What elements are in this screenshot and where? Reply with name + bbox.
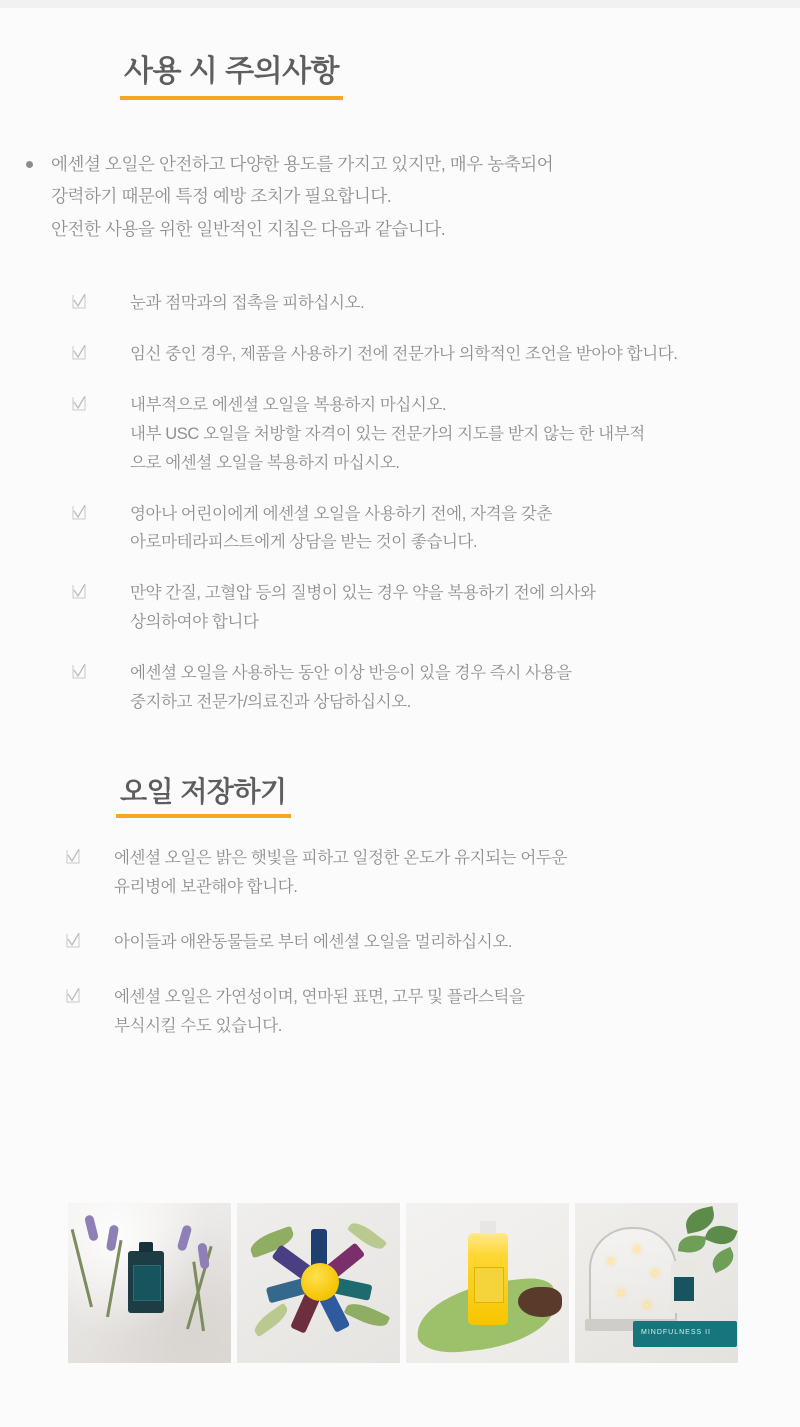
fairy-light <box>619 1291 623 1295</box>
list-item-line: 눈과 점막과의 접촉을 피하십시오. <box>130 294 365 313</box>
book-title-text: MINDFULNESS II <box>641 1329 712 1336</box>
check-mark-icon <box>66 988 80 1004</box>
list-item-text <box>130 289 364 318</box>
glass-cloche <box>589 1227 677 1327</box>
list-item-line: 아이들과 애완동물들로 부터 에센셜 오일을 멀리하십시오. <box>114 933 513 952</box>
fairy-light <box>635 1247 639 1251</box>
cautions-intro <box>0 148 800 245</box>
list-item <box>72 579 800 637</box>
list-item-line: 상의하여야 합니다 <box>130 613 259 632</box>
photo-yellow-bottle-on-leaf <box>406 1203 569 1363</box>
cautions-intro-line: 강력하기 때문에 특정 예방 조치가 필요합니다. <box>51 186 392 207</box>
list-item-line: 으로 에센셜 오일을 복용하지 마십시오. <box>130 453 400 472</box>
check-mark-icon <box>72 584 86 600</box>
lemon-slice <box>301 1263 339 1301</box>
cautions-check-list <box>0 289 800 717</box>
cautions-intro-text <box>51 148 553 245</box>
list-item-line: 중지하고 전문가/의료진과 상담하십시오. <box>130 692 411 711</box>
list-item-line: 에센셜 오일은 가연성이며, 연마된 표면, 고무 및 플라스틱을 <box>114 987 525 1006</box>
fairy-light <box>653 1271 657 1275</box>
check-mark-icon <box>66 849 80 865</box>
list-item-text <box>114 844 567 902</box>
white-oil-bottle <box>671 1261 697 1313</box>
list-item-text <box>130 579 596 637</box>
leaf-shape <box>344 1298 391 1331</box>
teal-book <box>633 1321 737 1347</box>
list-item-line: 내부적으로 에센셜 오일을 복용하지 마십시오. <box>130 395 447 414</box>
bullet-dot-icon <box>26 161 33 168</box>
list-item-line: 만약 간질, 고혈압 등의 질병이 있는 경우 약을 복용하기 전에 의사와 <box>130 584 596 603</box>
cautions-section-title: 사용 시 주의사항 <box>120 54 343 100</box>
list-item-line: 영아나 어린이에게 에센셜 오일을 사용하기 전에, 자격을 갖춘 <box>130 504 552 523</box>
list-item-text <box>130 659 572 717</box>
check-mark-icon <box>72 664 86 680</box>
list-item-line: 임신 중인 경우, 제품을 사용하기 전에 전문가나 의학적인 조언을 받아야 합니다. <box>130 345 678 363</box>
cautions-title-wrap <box>0 8 800 100</box>
list-item <box>66 983 800 1041</box>
list-item <box>72 289 800 318</box>
list-item-line: 에센셜 오일을 사용하는 동안 이상 반응이 있을 경우 즉시 사용을 <box>130 664 572 682</box>
list-item <box>72 391 800 478</box>
list-item-line: 아로마테라피스트에게 상담을 받는 것이 좋습니다. <box>130 533 478 552</box>
list-item-line: 부식시킬 수도 있습니다. <box>114 1016 282 1035</box>
check-mark-icon <box>72 345 86 361</box>
photo-lavender-bottle <box>68 1203 231 1363</box>
list-item-text <box>130 500 552 558</box>
yellow-oil-bottle <box>468 1233 508 1325</box>
cautions-intro-line: 에센셜 오일은 안전하고 다양한 용도를 가지고 있지만, 매우 농축되어 <box>51 154 554 174</box>
storage-section-title: 오일 저장하기 <box>116 775 291 819</box>
check-mark-icon <box>66 933 80 949</box>
dark-oil-bottle <box>128 1251 164 1313</box>
product-photo-strip <box>68 1203 733 1363</box>
list-item <box>72 659 800 717</box>
photo-bottles-around-lemon <box>237 1203 400 1363</box>
plant-leaf <box>678 1233 706 1254</box>
list-item <box>72 340 800 369</box>
fairy-light <box>609 1259 613 1263</box>
fairy-light <box>645 1303 649 1307</box>
list-item <box>66 844 800 902</box>
list-item-line: 내부 USC 오일을 처방할 자격이 있는 전문가의 지도를 받지 않는 한 내부적 <box>130 424 645 443</box>
dried-fruit <box>518 1287 562 1317</box>
list-item <box>72 500 800 558</box>
list-item-text <box>130 391 645 478</box>
bottle-label <box>133 1265 161 1301</box>
list-item-line: 유리병에 보관해야 합니다. <box>114 878 298 897</box>
check-mark-icon <box>72 294 86 310</box>
list-item-text <box>114 928 512 957</box>
leaf-shape <box>251 1303 292 1337</box>
list-item-line: 에센셜 오일은 밝은 햇빛을 피하고 일정한 온도가 유지되는 어두운 <box>114 849 568 868</box>
bottle-label <box>674 1277 694 1301</box>
list-item-text <box>114 983 525 1041</box>
storage-title-wrap <box>0 739 800 819</box>
cautions-intro-line: 안전한 사용을 위한 일반적인 지침은 다음과 같습니다. <box>51 218 446 239</box>
check-mark-icon <box>72 505 86 521</box>
plant-leaf <box>708 1247 737 1273</box>
top-divider-bar <box>0 0 800 8</box>
check-mark-icon <box>72 396 86 412</box>
list-item <box>66 928 800 957</box>
photo-cloche-and-bottle <box>575 1203 738 1363</box>
storage-check-list <box>0 844 800 1040</box>
list-item-text <box>130 340 677 369</box>
bottle-label <box>474 1267 504 1303</box>
